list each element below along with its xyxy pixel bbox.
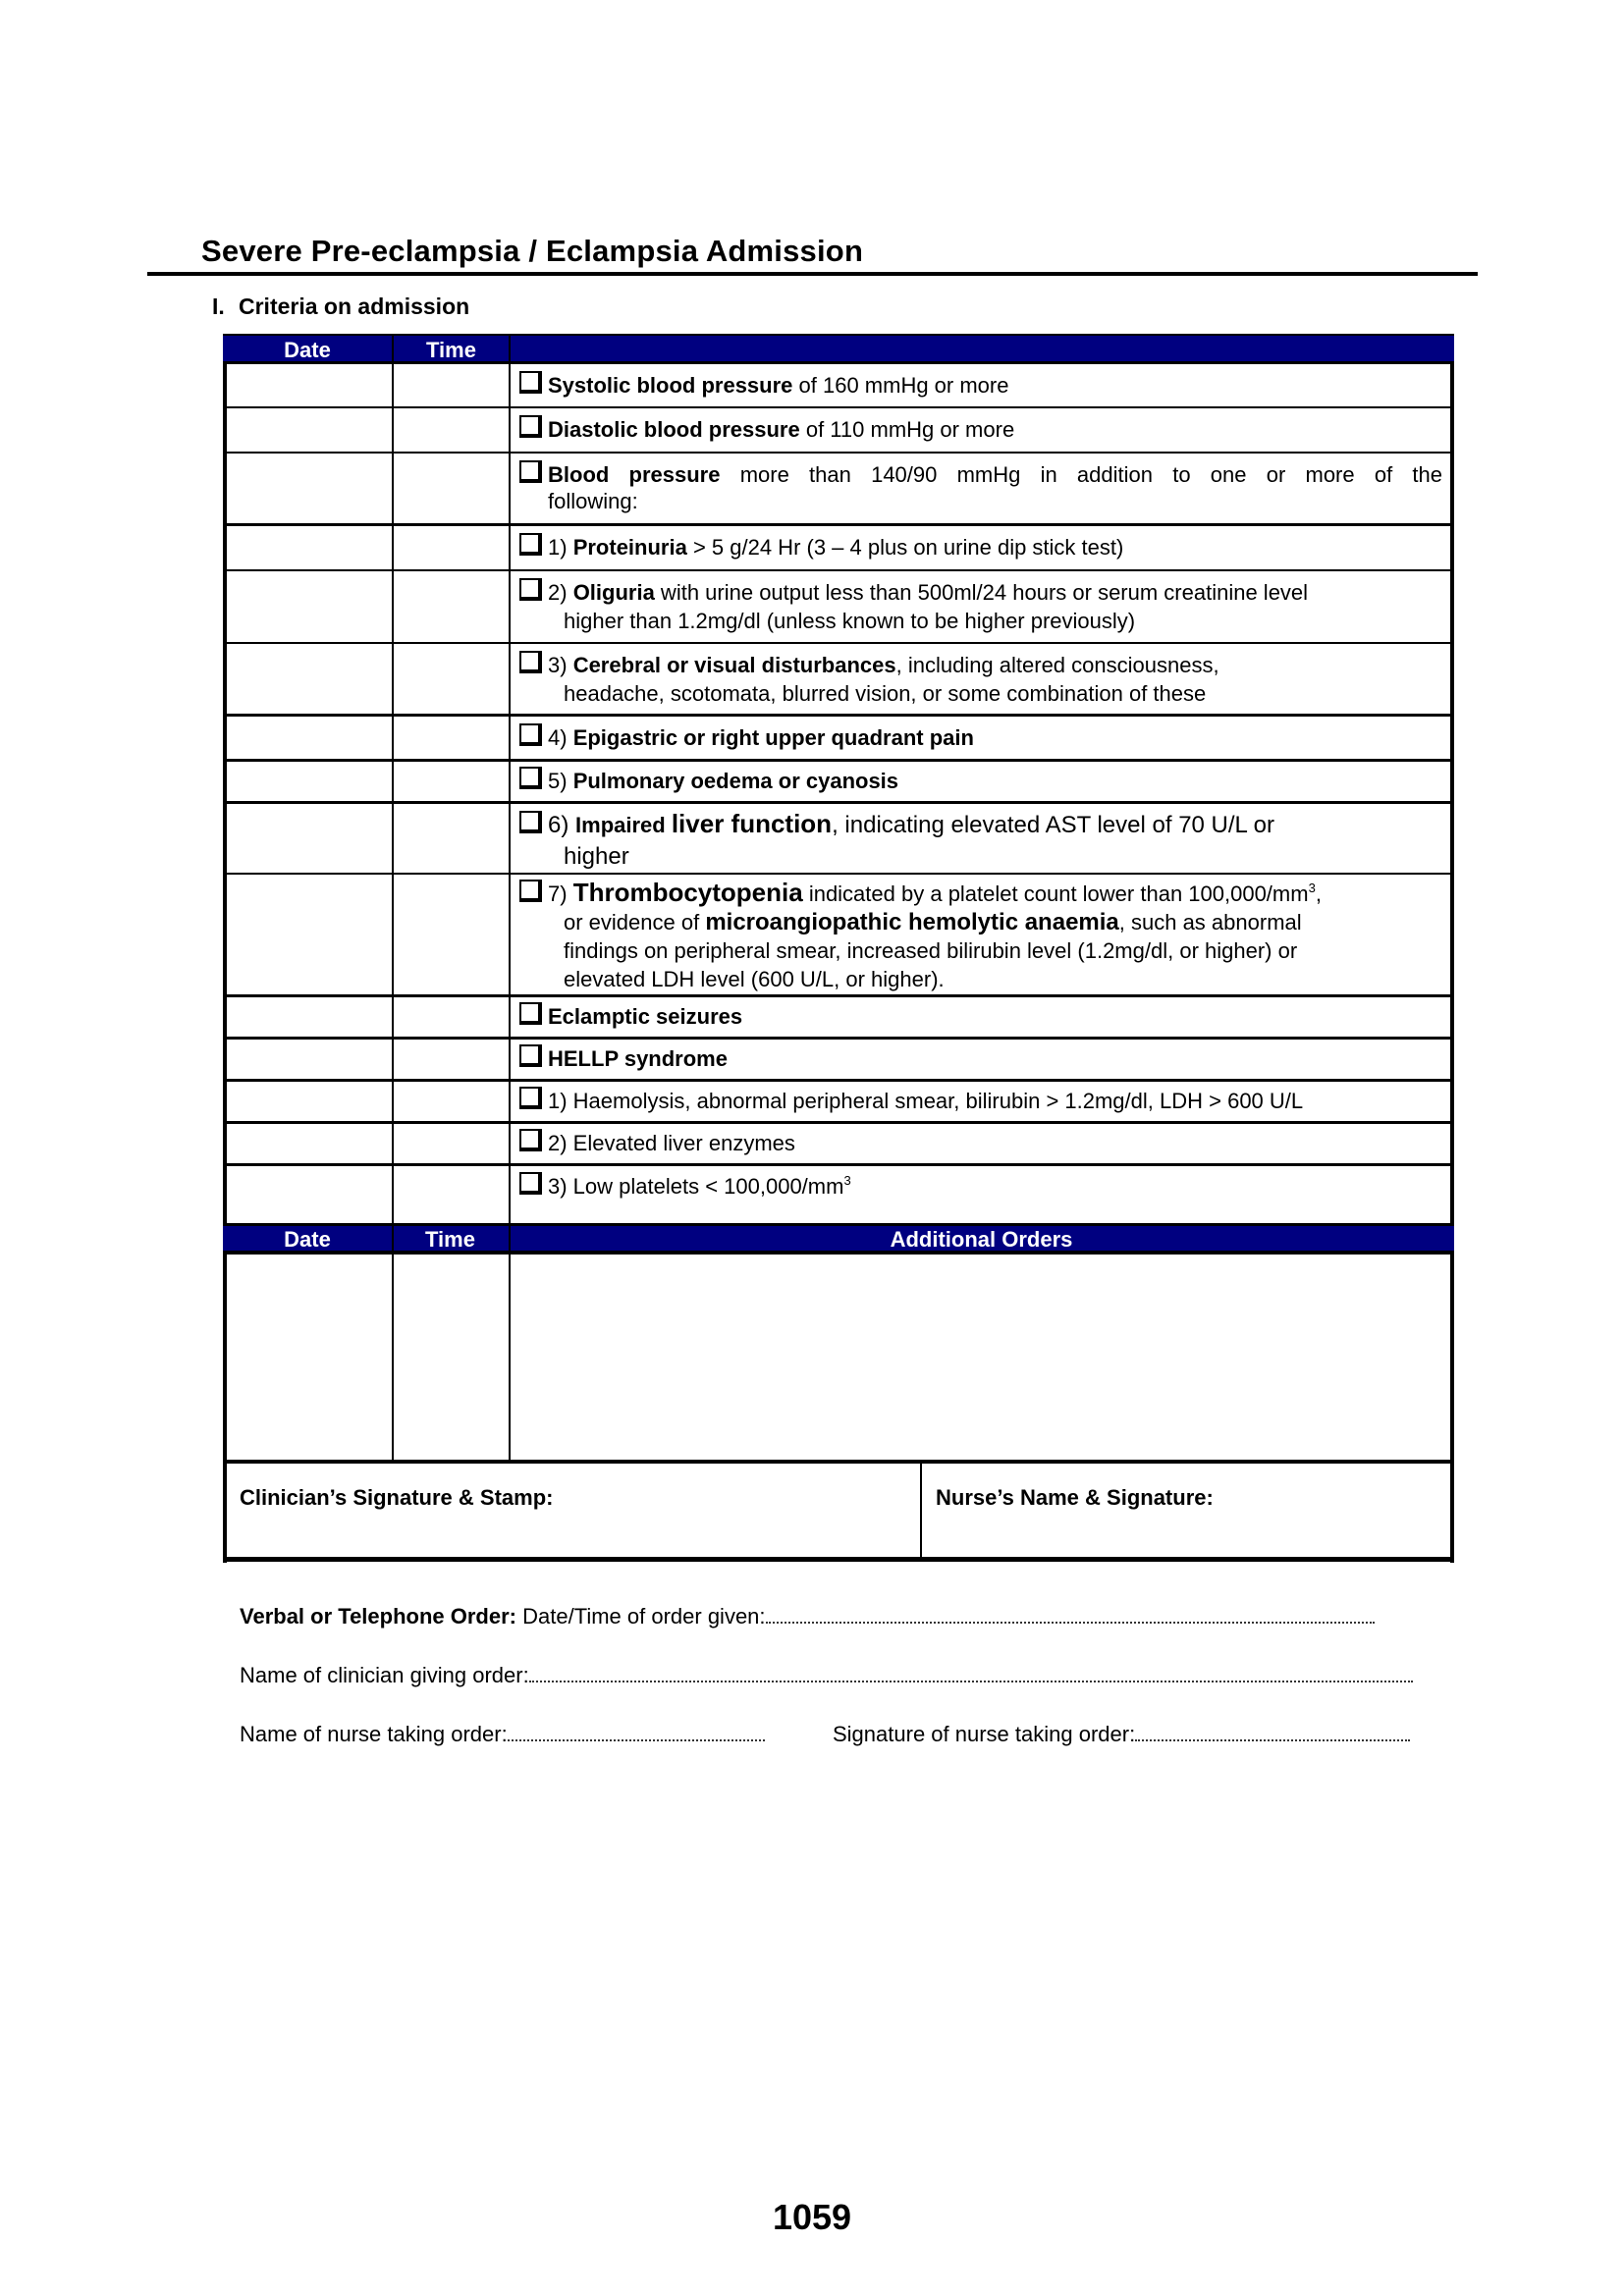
checkbox[interactable] [519,1087,542,1109]
page-number: 1059 [772,2197,852,2237]
date-cell[interactable] [223,997,394,1037]
page-title: Severe Pre-eclampsia / Eclampsia Admission [201,234,864,268]
time-cell[interactable] [392,1124,511,1163]
criterion-text: of 110 mmHg or more [799,417,1015,442]
criterion-number: 3) [548,653,573,677]
time-cell[interactable] [392,364,511,406]
criterion-text: 1) Haemolysis, abnormal peripheral smear, bilirubin > 1.2mg/dl, LDH > 600 U/L [548,1089,1304,1113]
criterion-number: 1) [548,535,573,560]
criterion-bold: Pulmonary oedema or cyanosis [572,769,899,793]
date-cell[interactable] [223,1040,394,1079]
criterion-number: 2) [548,580,573,605]
criteria-row-oliguria [223,571,1454,644]
criterion-number: 4) [548,725,573,750]
clinician-name-label: Name of clinician giving order: [240,1663,529,1687]
criterion-text-cont: findings on peripheral smear, increased bilirubin level (1.2mg/dl, or higher) or [564,938,1298,963]
time-cell[interactable] [392,408,511,452]
checkbox[interactable] [519,811,542,833]
criterion-number: 7) [548,881,573,906]
criterion-bold-prefix: Impaired [575,813,672,837]
criteria-row-cerebral [223,644,1454,717]
time-cell[interactable] [392,762,511,801]
criterion-bold: Proteinuria [572,535,687,560]
criteria-row-systolic [223,364,1454,408]
superscript: 3 [1308,881,1316,895]
verbal-order-label: Verbal or Telephone Order: [240,1604,516,1629]
criterion-bold: HELLP syndrome [548,1046,728,1071]
title-divider [147,272,1478,276]
checkbox[interactable] [519,415,542,438]
checkbox[interactable] [519,1044,542,1067]
date-cell[interactable] [223,762,394,801]
time-cell[interactable] [392,804,511,873]
orders-table-header [223,1223,1454,1255]
criterion-text: more than 140/90 mmHg in addition to one or more of the [720,462,1442,487]
header-additional-orders: Additional Orders [890,1227,1073,1252]
clinician-signature-field[interactable] [223,1464,922,1557]
criteria-row-blood-pressure [223,454,1454,526]
time-cell[interactable] [392,717,511,759]
criterion-text: or evidence of [564,910,706,934]
section-number: I. [212,294,225,319]
criterion-text: , indicating elevated AST level of 70 U/L or [832,812,1275,838]
criterion-text-cont: headache, scotomata, blurred vision, or some combination of these [564,681,1207,706]
criterion-text-cont: elevated LDH level (600 U/L, or higher). [564,967,945,991]
criterion-text-cont: higher than 1.2mg/dl (unless known to be higher previously) [564,609,1136,633]
header-date: Date [284,338,331,362]
criterion-bold: Thrombocytopenia [572,878,803,907]
criteria-row-liver-function [223,804,1454,875]
datetime-field[interactable] [766,1621,1375,1624]
time-cell[interactable] [392,1082,511,1121]
nurse-signature-order-label: Signature of nurse taking order: [833,1722,1136,1746]
date-cell[interactable] [223,571,394,642]
checkbox[interactable] [519,767,542,789]
header-divider [509,336,511,361]
checkbox[interactable] [519,880,542,902]
time-cell[interactable] [392,1166,511,1224]
criterion-text: , including altered consciousness, [895,653,1219,677]
clinician-name-line [240,1663,1413,1688]
time-cell[interactable] [392,1040,511,1079]
checkbox[interactable] [519,723,542,746]
criteria-row-eclamptic-seizures [223,997,1454,1040]
date-cell[interactable] [223,364,394,406]
nurse-signature-field[interactable] [922,1464,1454,1557]
header-time: Time [425,1227,475,1252]
criterion-bold: Blood pressure [548,462,721,487]
criterion-bold: Diastolic blood pressure [548,417,800,442]
date-cell[interactable] [223,1124,394,1163]
criterion-text: indicated by a platelet count lower than 100,000/mm [802,881,1309,906]
signature-block [223,1460,1454,1562]
checkbox[interactable] [519,1172,542,1195]
time-cell[interactable] [392,644,511,714]
nurse-signature-order-field[interactable] [1135,1738,1410,1741]
additional-orders-field[interactable] [509,1255,1454,1461]
date-cell[interactable] [223,526,394,569]
clinician-signature-label: Clinician’s Signature & Stamp: [240,1485,554,1510]
criteria-table-header [223,334,1454,364]
checkbox[interactable] [519,1002,542,1025]
criterion-text-cont: higher [564,843,629,870]
time-cell[interactable] [392,454,511,523]
criterion-text: 3) Low platelets < 100,000/mm [548,1174,844,1199]
date-cell[interactable] [223,644,394,714]
criterion-number: 6) [548,812,576,838]
criterion-text: of 160 mmHg or more [792,373,1009,398]
criteria-row-haemolysis [223,1082,1454,1124]
superscript: 3 [843,1173,851,1188]
orders-date-field[interactable] [223,1255,394,1461]
criterion-text: with urine output less than 500ml/24 hours or serum creatinine level [654,580,1309,605]
criterion-bold: Systolic blood pressure [548,373,793,398]
date-cell[interactable] [223,1166,394,1224]
datetime-label: Date/Time of order given: [522,1604,766,1629]
criterion-text: 2) Elevated liver enzymes [548,1131,795,1155]
date-cell[interactable] [223,875,394,994]
checkbox[interactable] [519,651,542,673]
criteria-row-hellp [223,1040,1454,1082]
criteria-row-epigastric [223,717,1454,762]
criterion-bold: Eclamptic seizures [548,1004,743,1029]
orders-time-field[interactable] [392,1255,511,1461]
date-cell[interactable] [223,454,394,523]
nurse-name-label: Name of nurse taking order: [240,1722,508,1746]
time-cell[interactable] [392,526,511,569]
criteria-row-proteinuria [223,526,1454,571]
criterion-number: 5) [548,769,573,793]
header-date: Date [284,1227,331,1252]
verbal-order-line [240,1604,1450,1629]
criterion-bold: Epigastric or right upper quadrant pain [572,725,974,750]
criteria-row-elevated-liver-enzymes [223,1124,1454,1166]
punctuation: , [1315,881,1322,906]
time-cell[interactable] [392,571,511,642]
date-cell[interactable] [223,717,394,759]
orders-row [223,1255,1454,1461]
nurse-name-field[interactable] [508,1738,765,1741]
criterion-text-cont: following: [548,489,638,513]
checkbox[interactable] [519,1129,542,1151]
checkbox[interactable] [519,460,542,483]
criterion-text: > 5 g/24 Hr (3 – 4 plus on urine dip stick test) [686,535,1124,560]
criterion-bold: Cerebral or visual disturbances [572,653,896,677]
criterion-bold: Oliguria [572,580,655,605]
time-cell[interactable] [392,875,511,994]
date-cell[interactable] [223,408,394,452]
date-cell[interactable] [223,1082,394,1121]
criterion-bold: liver function [671,809,833,838]
clinician-name-field[interactable] [529,1680,1413,1682]
header-time: Time [392,336,509,361]
criterion-bold: microangiopathic hemolytic anaemia [705,909,1119,935]
date-cell[interactable] [223,804,394,873]
criteria-row-thrombocytopenia [223,875,1454,997]
criterion-text: , such as abnormal [1118,910,1302,934]
nurse-name-line [240,1722,765,1747]
criteria-row-pulmonary [223,762,1454,804]
nurse-signature-label: Nurse’s Name & Signature: [936,1485,1214,1510]
checkbox[interactable] [519,533,542,556]
checkbox[interactable] [519,371,542,394]
nurse-signature-line [833,1722,1410,1747]
criteria-row-low-platelets [223,1166,1454,1224]
time-cell[interactable] [392,997,511,1037]
section-title: Criteria on admission [239,294,470,319]
criteria-row-diastolic [223,408,1454,454]
checkbox[interactable] [519,578,542,601]
